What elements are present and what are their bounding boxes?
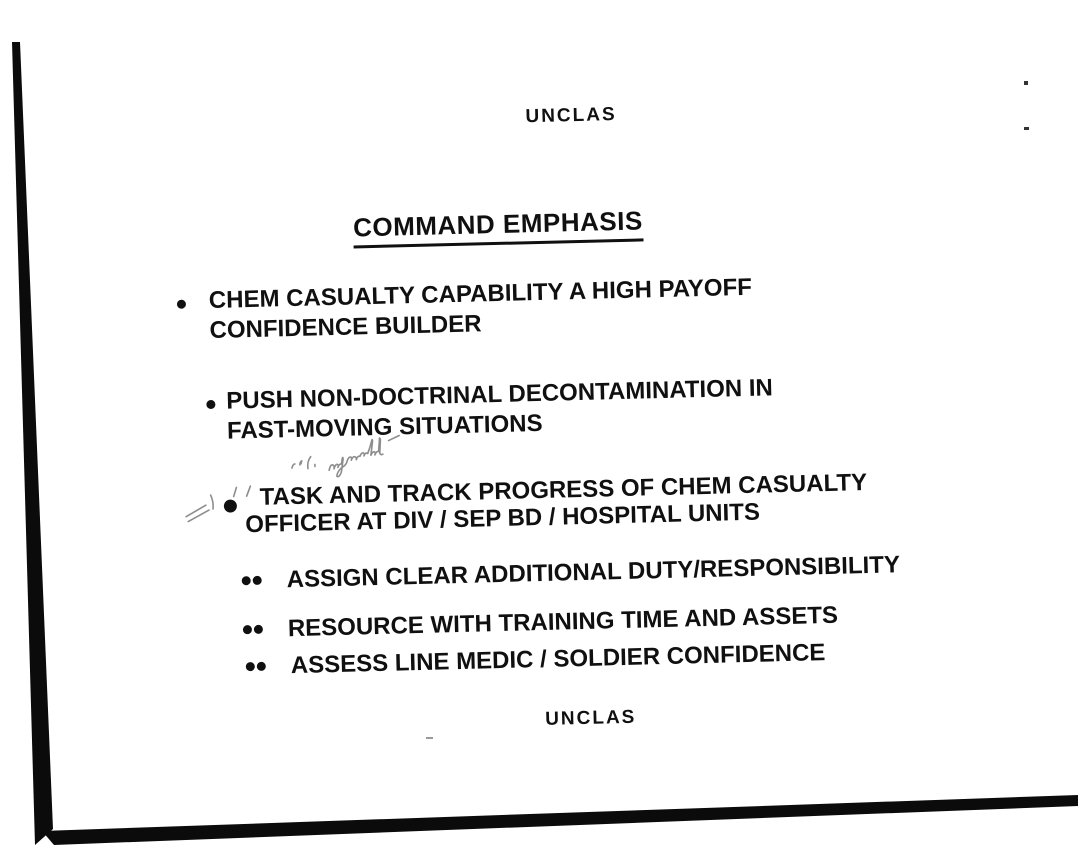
slide-title: COMMAND EMPHASIS xyxy=(353,205,643,248)
bullet-line: CONFIDENCE BUILDER xyxy=(209,310,482,345)
bullet-line: TASK AND TRACK PROGRESS OF CHEM CASUALTY xyxy=(259,469,868,511)
bullet-dot-icon xyxy=(206,400,215,409)
sub-bullet-dot-icon xyxy=(242,576,251,585)
bullet-line: FAST-MOVING SITUATIONS xyxy=(226,409,543,445)
classification-marking-bottom: UNCLAS xyxy=(544,706,637,730)
sub-bullet-item xyxy=(290,638,825,681)
pencil-tick-marks xyxy=(233,486,250,496)
bullet-line: ASSIGN CLEAR ADDITIONAL DUTY/RESPONSIBILITY xyxy=(286,551,901,594)
bullet-item xyxy=(209,273,753,346)
bullet-line: ASSESS LINE MEDIC / SOLDIER CONFIDENCE xyxy=(290,639,826,680)
sub-bullet-dot-icon xyxy=(253,576,262,585)
bullet-line: RESOURCE WITH TRAINING TIME AND ASSETS xyxy=(287,601,839,643)
pencil-mark-paren xyxy=(308,456,315,468)
bullet-dot-icon xyxy=(177,300,186,309)
pencil-mark-small xyxy=(292,461,302,468)
pencil-caret-scribble xyxy=(186,495,214,522)
sub-bullet-item xyxy=(286,550,900,595)
classification-marking-top: UNCLAS xyxy=(525,104,617,128)
handwritten-note xyxy=(326,436,402,478)
sub-bullet-dot-icon xyxy=(243,625,252,634)
bullet-line: CHEM CASUALTY CAPABILITY A HIGH PAYOFF xyxy=(208,273,753,315)
bullet-line: PUSH NON-DOCTRINAL DECONTAMINATION IN xyxy=(225,374,774,415)
sub-bullet-dot-icon xyxy=(246,662,255,671)
bullet-line: OFFICER AT DIV / SEP BD / HOSPITAL UNITS xyxy=(245,498,761,539)
sub-bullet-dot-icon xyxy=(257,662,266,671)
sub-bullet-dot-icon xyxy=(254,625,263,634)
sub-bullet-item xyxy=(288,601,839,644)
